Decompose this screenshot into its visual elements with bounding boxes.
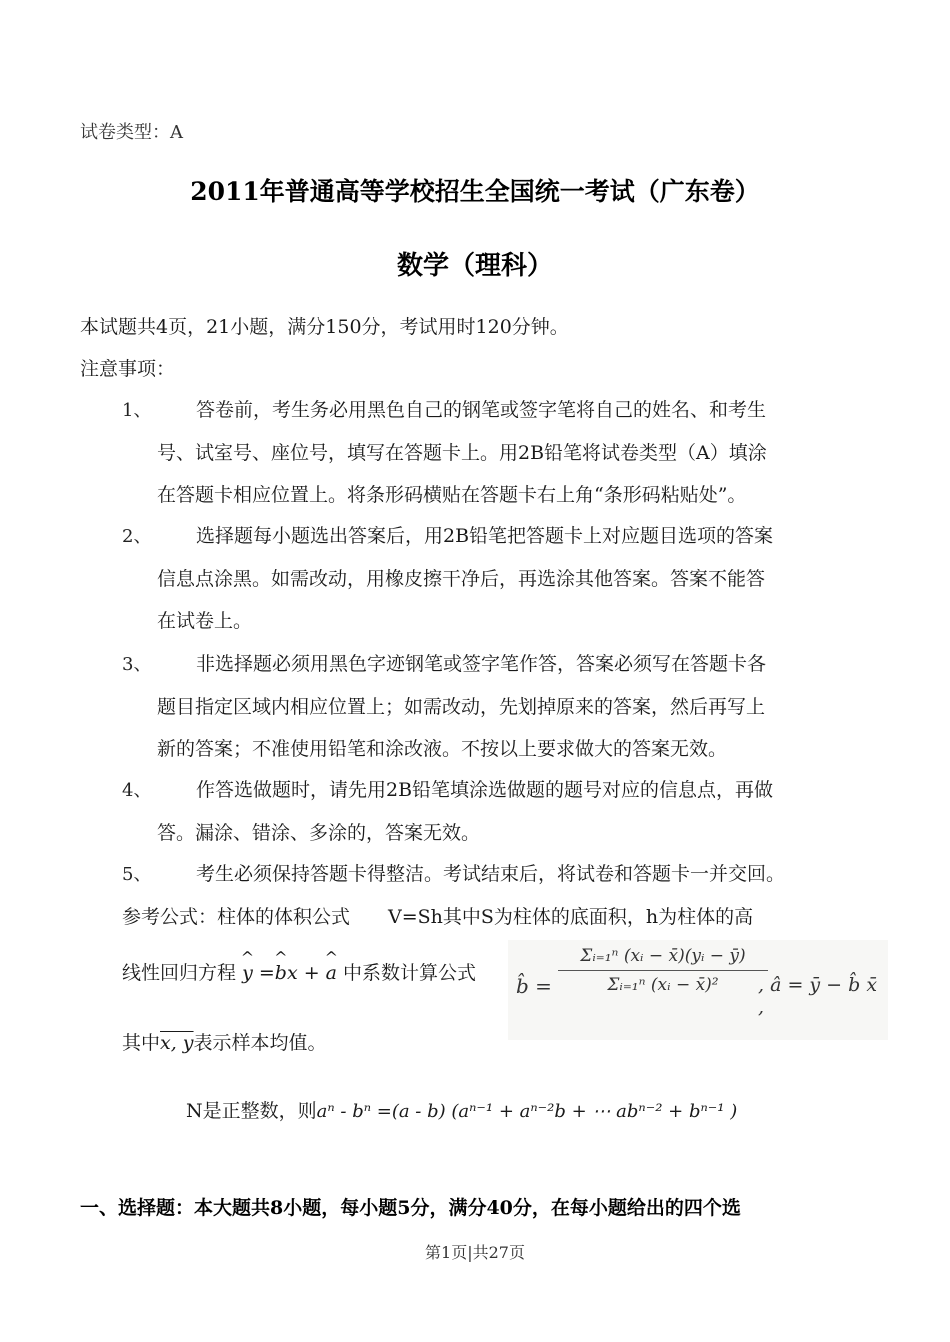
note-line: 答。漏涂、错涂、多涂的，答案无效。 (157, 822, 481, 844)
exam-summary: 本试题共4页，21小题，满分150分，考试用时120分钟。 (80, 316, 569, 338)
note-line: 信息点涂黑。如需改动，用橡皮擦干净后，再选涂其他答案。答案不能答 (157, 568, 766, 590)
mean-vars: x, y (160, 1032, 194, 1054)
note-line: 号、试室号、座位号，填写在答题卡上。用2B铅笔将试卷类型（A）填涂 (157, 442, 767, 464)
notes-heading: 注意事项： (80, 358, 176, 380)
identity-prefix: N是正整数，则 (186, 1100, 317, 1122)
page-footer: 第1页|共27页 (425, 1243, 525, 1262)
b-hat: ^ b (275, 962, 287, 984)
regression-statement (122, 958, 476, 985)
note-line: 非选择题必须用黑色字迹钢笔或签字笔作答，答案必须写在答题卡各 (196, 653, 767, 675)
b-hat-fraction (558, 946, 768, 995)
identity-expression: aⁿ - bⁿ =(a - b) (aⁿ⁻¹ + aⁿ⁻²b + ⋯ abⁿ⁻² + bⁿ⁻¹ ) (316, 1101, 738, 1122)
mean-suffix: 表示样本均值。 (193, 1032, 327, 1054)
note-line: 在试卷上。 (157, 610, 253, 632)
fraction-numerator: Σᵢ₌₁ⁿ (xᵢ − x̄)(yᵢ − ȳ) (558, 946, 768, 971)
equals: = (252, 962, 275, 984)
a-hat: ^ a (326, 962, 337, 984)
note-line: 在答题卡相应位置上。将条形码横贴在答题卡右上角“条形码粘贴处”。 (157, 484, 747, 506)
note-number: 5、 (122, 864, 152, 885)
exam-title: 2011年普通高等学校招生全国统一考试（广东卷） (190, 177, 760, 206)
reference-formula: 参考公式：柱体的体积公式 V=Sh其中S为柱体的底面积，h为柱体的高 (122, 906, 754, 928)
regression-suffix: 中系数计算公式 (343, 962, 477, 984)
note-line: 新的答案；不准使用铅笔和涂改液。不按以上要求做大的答案无效。 (157, 738, 728, 760)
note-line: 选择题每小题选出答案后，用2B铅笔把答题卡上对应题目选项的答案 (196, 525, 774, 547)
mean-statement (122, 1028, 327, 1055)
b-hat-lhs: b̂ = (516, 974, 552, 998)
x-plus: x + (286, 962, 326, 984)
note-line: 答卷前，考生务必用黑色自己的钢笔或签字笔将自己的姓名、和考生 (196, 399, 767, 421)
a-hat-formula: , â = ȳ − b̂ x̄ , (758, 974, 878, 1018)
note-number: 4、 (122, 780, 152, 801)
section-heading: 一、选择题：本大题共8小题，每小题5分，满分40分，在每小题给出的四个选 (80, 1197, 741, 1219)
note-line: 作答选做题时，请先用2B铅笔填涂选做题的题号对应的信息点，再做 (196, 779, 774, 801)
paper-type: 试卷类型：A (80, 122, 183, 143)
y-hat: ^ y (242, 962, 253, 984)
identity-statement (186, 1096, 737, 1123)
mean-prefix: 其中 (122, 1032, 161, 1054)
fraction-denominator: Σᵢ₌₁ⁿ (xᵢ − x̄)² (607, 975, 719, 995)
exam-subtitle: 数学（理科） (396, 251, 553, 281)
regression-prefix: 线性回归方程 (122, 962, 237, 984)
note-line: 考生必须保持答题卡得整洁。考试结束后，将试卷和答题卡一并交回。 (196, 863, 786, 885)
note-number: 3、 (122, 654, 152, 675)
regression-coefficient-formula (508, 940, 888, 1040)
note-number: 2、 (122, 526, 152, 547)
note-number: 1、 (122, 400, 152, 421)
note-line: 题目指定区域内相应位置上；如需改动，先划掉原来的答案，然后再写上 (157, 696, 766, 718)
